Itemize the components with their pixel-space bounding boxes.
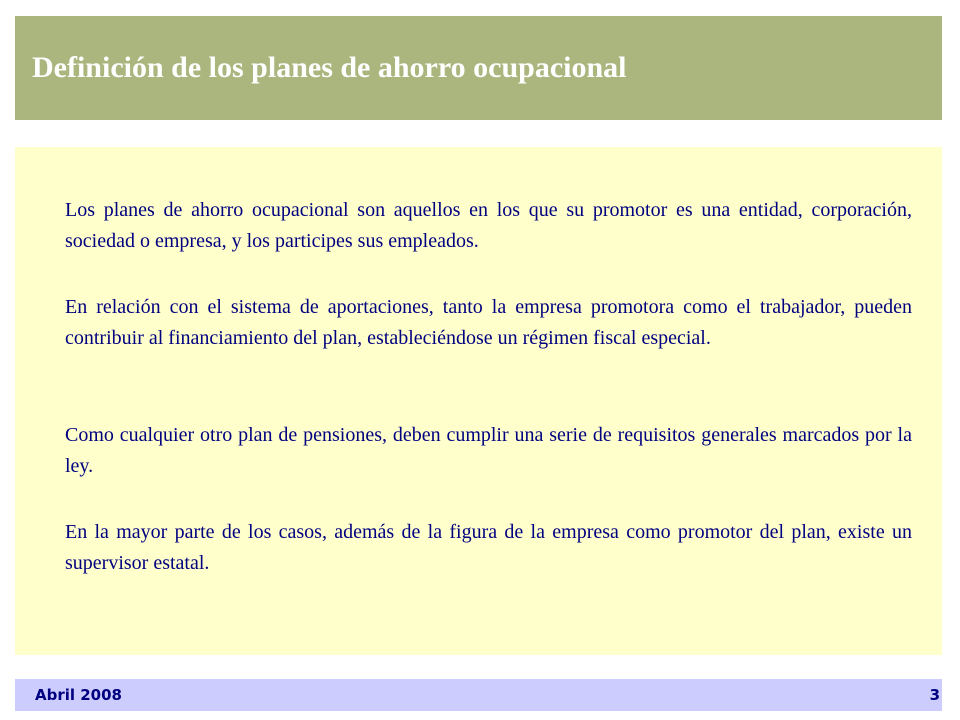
footer-date: Abril 2008 <box>35 686 122 704</box>
slide-title: Definición de los planes de ahorro ocupacional <box>32 51 627 84</box>
paragraph-contributions: En relación con el sistema de aportaciones, tanto la empresa promotora como el trabajador, pueden contribuir al financiamiento del plan, estableciéndose un régimen fiscal especial. <box>65 296 912 349</box>
page-number: 3 <box>929 686 940 704</box>
footer-bar <box>15 679 942 711</box>
paragraph-requirements: Como cualquier otro plan de pensiones, deben cumplir una serie de requisitos generales marcados por la ley. <box>65 424 912 477</box>
paragraph-supervisor: En la mayor parte de los casos, además de la figura de la empresa como promotor del plan, existe un supervisor estatal. <box>65 521 912 574</box>
title-bar <box>15 16 942 120</box>
paragraph-definition: Los planes de ahorro ocupacional son aquellos en los que su promotor es una entidad, corporación, sociedad o empresa, y los participes sus empleados. <box>65 199 912 252</box>
content-box <box>15 147 942 655</box>
